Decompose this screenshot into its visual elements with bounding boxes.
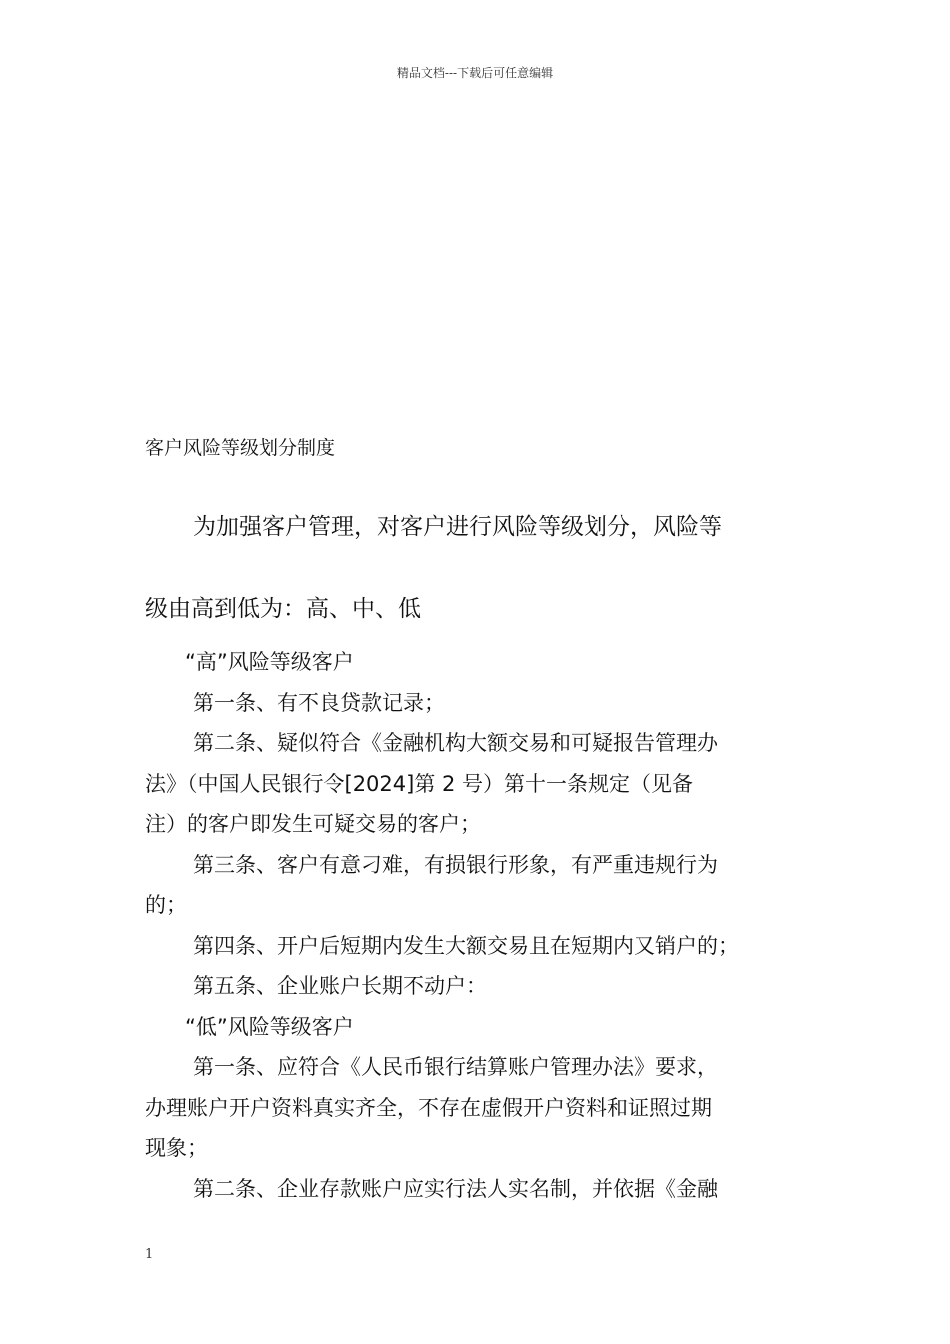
low-risk-article-2: 第二条、企业存款账户应实行法人实名制，并依据《金融 <box>193 1176 718 1201</box>
low-risk-article-1-cont: 现象； <box>145 1136 208 1160</box>
intro-line-2: 级由高到低为：高、中、低 <box>145 596 421 622</box>
high-risk-article-2: 第二条、疑似符合《金融机构大额交易和可疑报告管理办 <box>193 731 718 755</box>
high-risk-article-5: 第五条、企业账户长期不动户： <box>193 974 487 998</box>
low-risk-article-1-cont: 办理账户开户资料真实齐全，不存在虚假开户资料和证照过期 <box>145 1095 712 1120</box>
high-risk-article-3: 第三条、客户有意刁难，有损银行形象，有严重违规行为 <box>193 852 718 877</box>
document-body <box>145 642 810 1209</box>
high-risk-article-2-cont: 注）的客户即发生可疑交易的客户； <box>145 812 481 836</box>
high-risk-heading: “高”风险等级客户 <box>185 650 354 674</box>
document-title: 客户风险等级划分制度 <box>145 437 336 459</box>
high-risk-article-3-cont: 的； <box>145 893 187 917</box>
low-risk-heading: “低”风险等级客户 <box>185 1014 354 1039</box>
page-number: 1 <box>145 1247 154 1262</box>
intro-line-1: 为加强客户管理，对客户进行风险等级划分，风险等 <box>193 514 722 540</box>
high-risk-article-2-cont: 法》（中国人民银行令[2024]第 2 号）第十一条规定（见备 <box>145 771 694 796</box>
page-header: 精品文档---下载后可任意编辑 <box>396 66 554 80</box>
high-risk-article-4: 第四条、开户后短期内发生大额交易且在短期内又销户的； <box>193 933 739 958</box>
low-risk-article-1: 第一条、应符合《人民币银行结算账户管理办法》要求， <box>193 1055 718 1079</box>
high-risk-article-1: 第一条、有不良贷款记录； <box>193 690 445 715</box>
